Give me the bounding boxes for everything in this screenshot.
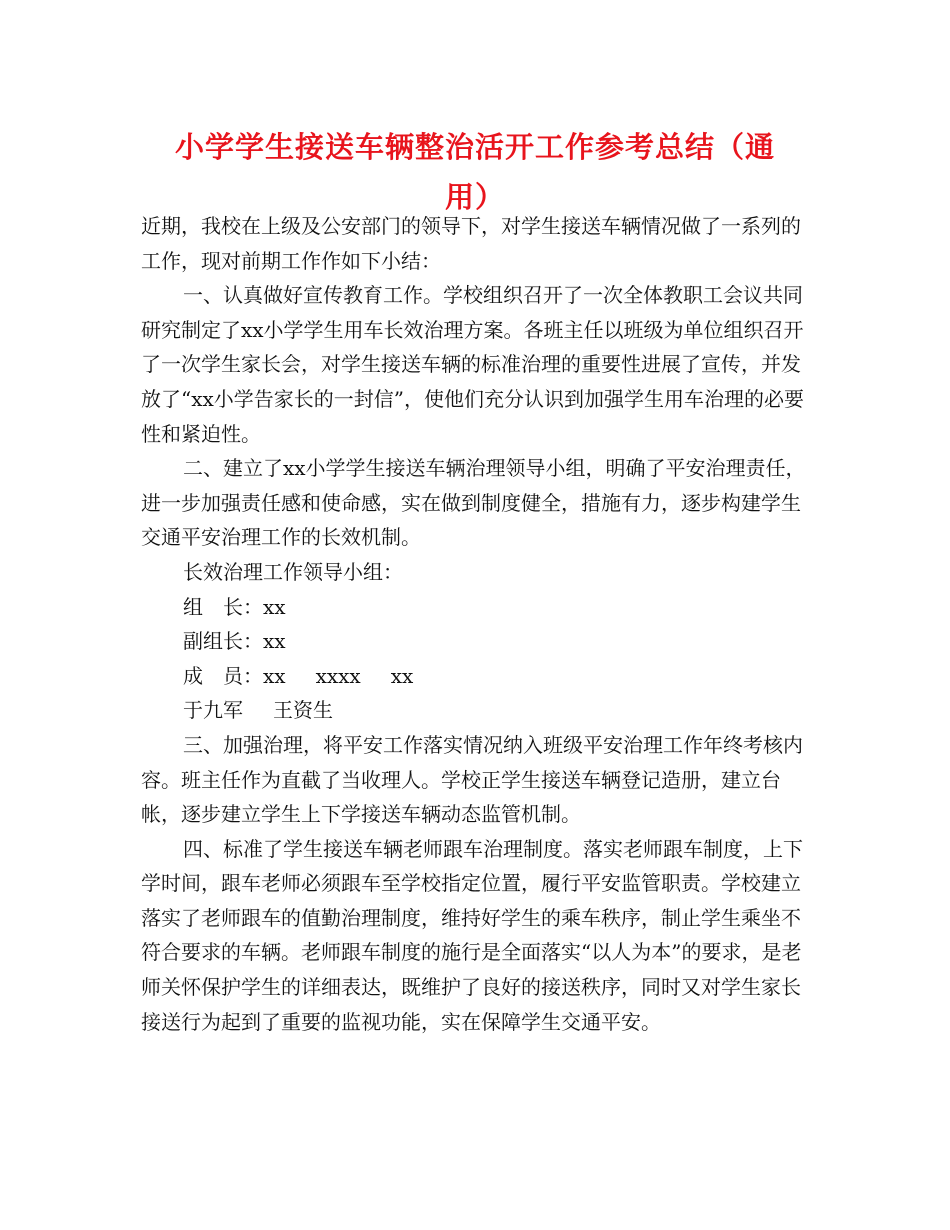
section-2-paragraph: 二、建立了xx小学学生接送车辆治理领导小组，明确了平安治理责任，进一步加强责任感和使命感，实在做到制度健全，措施有力，逐步构建学生交通平安治理工作的长效机制。 (141, 456, 806, 550)
leader-line: 组 长：xx (183, 594, 286, 619)
group-heading: 长效治理工作领导小组： (183, 559, 403, 584)
title-line-2: 用） (444, 180, 505, 214)
member-name: 于九军 (183, 698, 243, 723)
deputy-line: 副组长：xx (183, 629, 286, 654)
document-body (141, 209, 813, 1039)
member-name: xxxx (315, 663, 361, 688)
members-line (183, 659, 813, 694)
document-title (140, 122, 810, 222)
section-1-paragraph: 一、认真做好宣传教育工作。学校组织召开了一次全体教职工会议共同研究制定了xx小学学生用车长效治理方案。各班主任以班级为单位组织召开了一次学生家长会，对学生接送车辆的标准治理的重要性进展了宣传，并发放了“xx小学告家长的一封信”，使他们充分认识到加强学生用车治理的必要性和紧迫性。 (141, 283, 805, 446)
intro-paragraph: 近期，我校在上级及公安部门的领导下，对学生接送车辆情况做了一系列的工作，现对前期工作作如下小结： (141, 214, 801, 273)
members-label: 成 员：xx (183, 663, 286, 688)
section-3-paragraph: 三、加强治理，将平安工作落实情况纳入班级平安治理工作年终考核内容。班主任作为直截了当收理人。学校正学生接送车辆登记造册，建立台帐，逐步建立学生上下学接送车辆动态监管机制。 (141, 732, 803, 827)
members-line-2 (183, 693, 813, 728)
title-line-1: 小学学生接送车辆整治活开工作参考总结（通 (174, 130, 775, 164)
member-name: xx (390, 663, 414, 688)
member-name: 王资生 (273, 698, 333, 723)
section-4-paragraph: 四、标准了学生接送车辆老师跟车治理制度。落实老师跟车制度，上下学时间，跟车老师必须跟车至学校指定位置，履行平安监管职责。学校建立落实了老师跟车的值勤治理制度，维持好学生的乘车秩序，制止学生乘坐不符合要求的车辆。老师跟车制度的施行是全面落实“以人为本”的要求，是老师关怀保护学生的详细表达，既维护了良好的接送秩序，同时又对学生家长接送行为起到了重要的监视功能，实在保障学生交通平安。 (141, 836, 803, 1034)
